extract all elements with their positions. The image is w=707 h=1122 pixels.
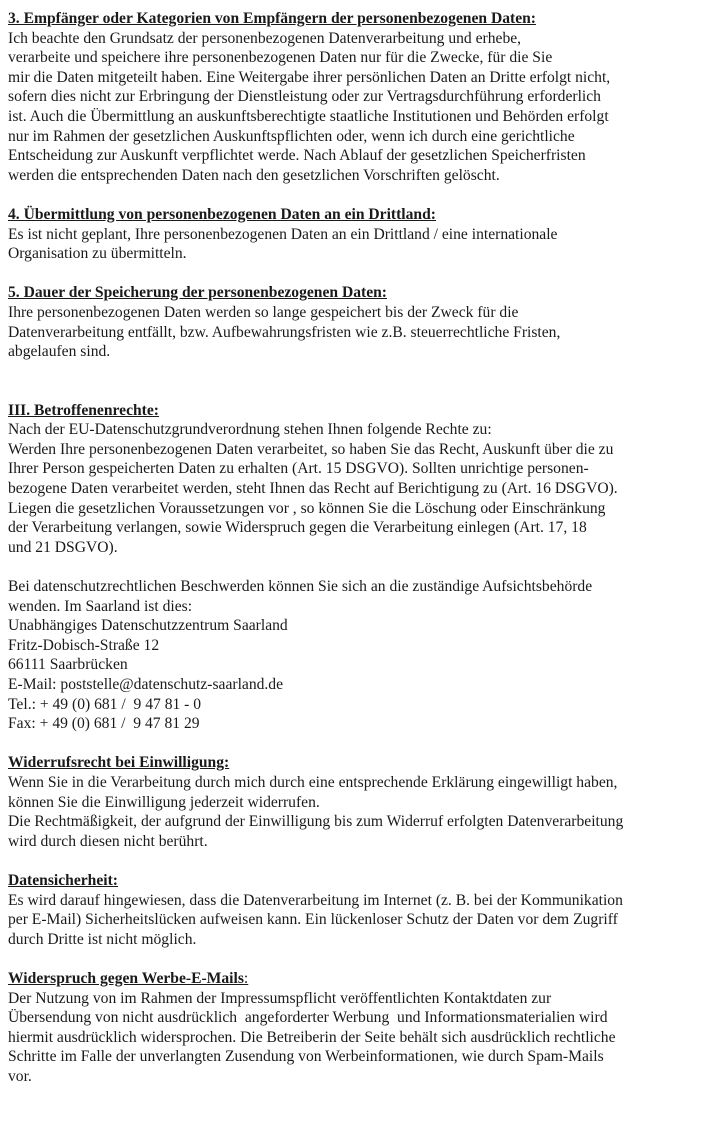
authority-city: 66111 Saarbrücken: [8, 656, 128, 674]
paragraph-line: werden die entsprechenden Daten nach den gesetzlichen Vorschriften gelöscht.: [8, 166, 500, 184]
paragraph-line: Entscheidung zur Auskunft verpflichtet werde. Nach Ablauf der gesetzlichen Speicherfristen: [8, 147, 586, 165]
section-heading: III. Betroffenenrechte:: [8, 401, 159, 419]
section-third-country: [8, 205, 702, 264]
paragraph-line: wenden. Im Saarland ist dies:: [8, 597, 193, 615]
paragraph-line: ist. Auch die Übermittlung an auskunftsberechtigte staatliche Institutionen und Behörden erfolgt: [8, 107, 609, 125]
paragraph-line: sofern dies nicht zur Erbringung der Dienstleistung oder zur Vertragsdurchführung erforderlich: [8, 88, 601, 106]
paragraph-line: Datenverarbeitung entfällt, bzw. Aufbewahrungsfristen wie z.B. steuerrechtliche Fristen,: [8, 323, 561, 341]
paragraph-line: Ihre personenbezogenen Daten werden so lange gespeichert bis der Zweck für die: [8, 303, 519, 321]
paragraph-line: Ich beachte den Grundsatz der personenbezogenen Datenverarbeitung und erhebe,: [8, 29, 522, 47]
paragraph-line: Die Rechtmäßigkeit, der aufgrund der Einwilligung bis zum Widerruf erfolgten Datenverarbeitung: [8, 813, 624, 831]
section-heading: [8, 969, 702, 989]
section-heading: Datensicherheit:: [8, 871, 118, 889]
paragraph-line: nur im Rahmen der gesetzlichen Auskunftspflichten oder, wenn ich durch eine gerichtliche: [8, 127, 575, 145]
authority-name: Unabhängiges Datenschutzzentrum Saarland: [8, 617, 288, 635]
paragraph-line: Übersendung von nicht ausdrücklich angeforderter Werbung und Informationsmaterialien wird: [8, 1009, 608, 1027]
authority-street: Fritz-Dobisch-Straße 12: [8, 636, 160, 654]
paragraph-line: Schritte im Falle der unverlangten Zusendung von Werbeinformationen, wie durch Spam-Mails: [8, 1048, 604, 1066]
section-heading-colon: :: [243, 969, 249, 987]
section-data-subject-rights: [8, 401, 702, 734]
authority-email: E-Mail: poststelle@datenschutz-saarland.de: [8, 676, 284, 693]
paragraph-line: Werden Ihre personenbezogenen Daten verarbeitet, so haben Sie das Recht, Auskunft über die zu: [8, 440, 614, 458]
paragraph-line: Es ist nicht geplant, Ihre personenbezogenen Daten an ein Drittland / eine internationale: [8, 225, 558, 243]
paragraph-line: verarbeite und speichere ihre personenbezogenen Daten nur für die Zwecke, für die Sie: [8, 49, 553, 67]
section-withdrawal-right: [8, 753, 702, 851]
paragraph-line: Wenn Sie in die Verarbeitung durch mich durch eine entsprechende Erklärung eingewilligt haben,: [8, 773, 618, 791]
section-heading: 5. Dauer der Speicherung der personenbezogenen Daten:: [8, 284, 388, 302]
section-heading: Widerrufsrecht bei Einwilligung:: [8, 754, 230, 772]
paragraph-line: Es wird darauf hingewiesen, dass die Datenverarbeitung im Internet (z. B. bei der Kommunikation: [8, 891, 623, 909]
paragraph-line: Ihrer Person gespeicherten Daten zu erhalten (Art. 15 DSGVO). Sollten unrichtige personen-: [8, 460, 589, 478]
paragraph-line: der Verarbeitung verlangen, sowie Widerspruch gegen die Verarbeitung einlegen (Art. 17, 18: [8, 519, 587, 537]
paragraph-line: wird durch diesen nicht berührt.: [8, 832, 208, 850]
authority-phone: Tel.: + 49 (0) 681 / 9 47 81 - 0: [8, 695, 202, 713]
paragraph-line: bezogene Daten verarbeitet werden, steht Ihnen das Recht auf Berichtigung zu (Art. 16 DSGVO).: [8, 480, 618, 498]
paragraph-line: per E-Mail) Sicherheitslücken aufweisen kann. Ein lückenloser Schutz der Daten vor dem Zugriff: [8, 911, 618, 929]
paragraph-line: Der Nutzung von im Rahmen der Impressumspflicht veröffentlichten Kontaktdaten zur: [8, 989, 552, 1007]
section-recipients: [8, 9, 702, 185]
paragraph-line: Nach der EU-Datenschutzgrundverordnung stehen Ihnen folgende Rechte zu:: [8, 421, 492, 439]
section-data-security: [8, 871, 702, 949]
paragraph-line: können Sie die Einwilligung jederzeit widerrufen.: [8, 793, 320, 811]
paragraph-line: vor.: [8, 1067, 32, 1085]
paragraph-line: Liegen die gesetzlichen Voraussetzungen vor , so können Sie die Löschung oder Einschränkung: [8, 499, 606, 517]
section-advertising-objection: [8, 969, 702, 1087]
paragraph-line: Organisation zu übermitteln.: [8, 245, 187, 263]
paragraph-line: abgelaufen sind.: [8, 343, 111, 361]
paragraph-line: mir die Daten mitgeteilt haben. Eine Weitergabe ihrer persönlichen Daten an Dritte erfolgt nicht,: [8, 68, 611, 86]
paragraph-line: und 21 DSGVO).: [8, 538, 118, 556]
paragraph-line: durch Dritte ist nicht möglich.: [8, 930, 197, 948]
section-heading: 4. Übermittlung von personenbezogenen Daten an ein Drittland:: [8, 205, 436, 223]
paragraph-line: Bei datenschutzrechtlichen Beschwerden können Sie sich an die zuständige Aufsichtsbehörde: [8, 578, 593, 596]
section-heading-text: Widerspruch gegen Werbe-E-Mails: [8, 969, 244, 987]
document-page: [8, 9, 702, 1086]
authority-fax: Fax: + 49 (0) 681 / 9 47 81 29: [8, 715, 200, 733]
paragraph-line: hiermit ausdrücklich widersprochen. Die Betreiberin der Seite behält sich ausdrücklich rechtliche: [8, 1028, 616, 1046]
section-heading: 3. Empfänger oder Kategorien von Empfängern der personenbezogenen Daten:: [8, 10, 536, 27]
section-storage-duration: [8, 283, 702, 361]
